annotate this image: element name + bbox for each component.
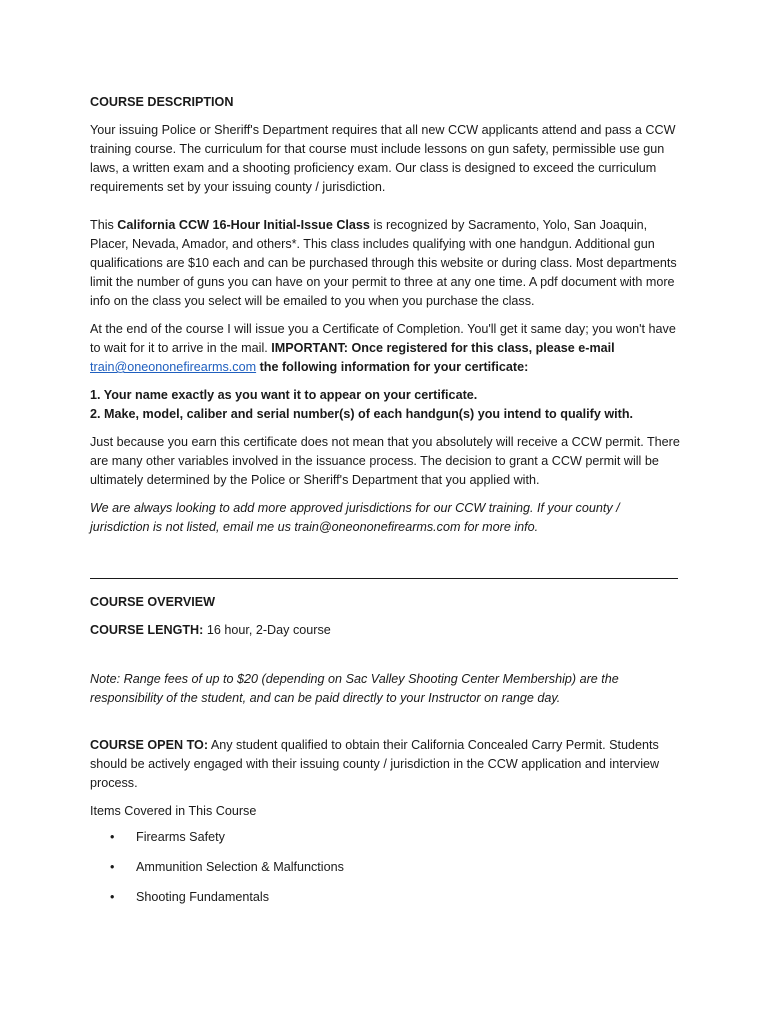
items-covered-heading: Items Covered in This Course: [90, 804, 257, 818]
course-length-value: 16 hour, 2-Day course: [203, 623, 331, 637]
description-paragraph-3: [90, 320, 680, 377]
description-paragraph-2: [90, 216, 680, 311]
important-notice: IMPORTANT: Once registered for this class, please e-mail: [271, 341, 615, 355]
description-paragraph-4: Just because you earn this certificate does not mean that you absolutely will receive a CCW permit. There are many other variables involved in the issuance process. The decision to grant a CCW permit will be ultimately determined by the Police or Sheriff's Department that you applied with.: [90, 435, 680, 487]
course-length-label: COURSE LENGTH:: [90, 623, 204, 637]
description-paragraph-1: Your issuing Police or Sheriff's Department requires that all new CCW applicants attend and pass a CCW training course. The curriculum for that course must include lessons on gun safety, permissible use gun laws, a written exam and a shooting proficiency exam. Our class is designed to exceed the curriculum requirements set by your issuing county / jurisdiction.: [90, 123, 676, 194]
items-covered-list: [90, 828, 680, 918]
important-notice-rest: the following information for your certificate:: [256, 360, 529, 374]
document-content: [90, 93, 680, 918]
bullet-icon: •: [110, 860, 115, 874]
requirement-2: 2. Make, model, caliber and serial number(s) of each handgun(s) you intend to qualify with.: [90, 407, 634, 421]
course-overview-heading: COURSE OVERVIEW: [90, 595, 216, 609]
list-item: [90, 888, 680, 918]
para2-rest: is recognized by Sacramento, Yolo, San Joaquin, Placer, Nevada, Amador, and others*. This class includes qualifying with one handgun. Additional gun qualifications are $10 each and can be purchased through this website or during class. Most departments limit the number of guns you can have on your permit to three at any one time. A pdf document with more info on the class you select will be emailed to you when you purchase the class.: [90, 218, 677, 308]
list-item: [90, 858, 680, 888]
course-length: [90, 621, 680, 640]
para2-prefix: This: [90, 218, 118, 232]
course-description-heading: COURSE DESCRIPTION: [90, 95, 234, 109]
bullet-icon: •: [110, 830, 115, 844]
list-item: [90, 828, 680, 858]
list-item-label: Firearms Safety: [136, 830, 225, 844]
para3-text: At the end of the course I will issue you a Certificate of Completion. You'll get it same day; you won't have to wait for it to arrive in the mail.: [90, 322, 676, 355]
bullet-icon: •: [110, 890, 115, 904]
list-item-label: Shooting Fundamentals: [136, 890, 270, 904]
list-item-label: Ammunition Selection & Malfunctions: [136, 860, 344, 874]
class-name: California CCW 16-Hour Initial-Issue Class: [117, 218, 370, 232]
range-fee-note: Note: Range fees of up to $20 (depending on Sac Valley Shooting Center Membership) are the responsibility of the student, and can be paid directly to your Instructor on range day.: [90, 672, 619, 705]
section-divider: [90, 578, 678, 579]
course-open-to: [90, 736, 680, 793]
email-link[interactable]: train@oneononefirearms.com: [90, 360, 257, 374]
description-paragraph-5: We are always looking to add more approved jurisdictions for our CCW training. If your county / jurisdiction is not listed, email me us train@oneononefirearms.com for more info.: [90, 501, 620, 534]
requirement-1: 1. Your name exactly as you want it to appear on your certificate.: [90, 388, 478, 402]
course-open-to-label: COURSE OPEN TO:: [90, 738, 209, 752]
course-open-to-value: Any student qualified to obtain their California Concealed Carry Permit. Students should be actively engaged with their issuing county / jurisdiction in the CCW application and interview process.: [90, 738, 660, 790]
